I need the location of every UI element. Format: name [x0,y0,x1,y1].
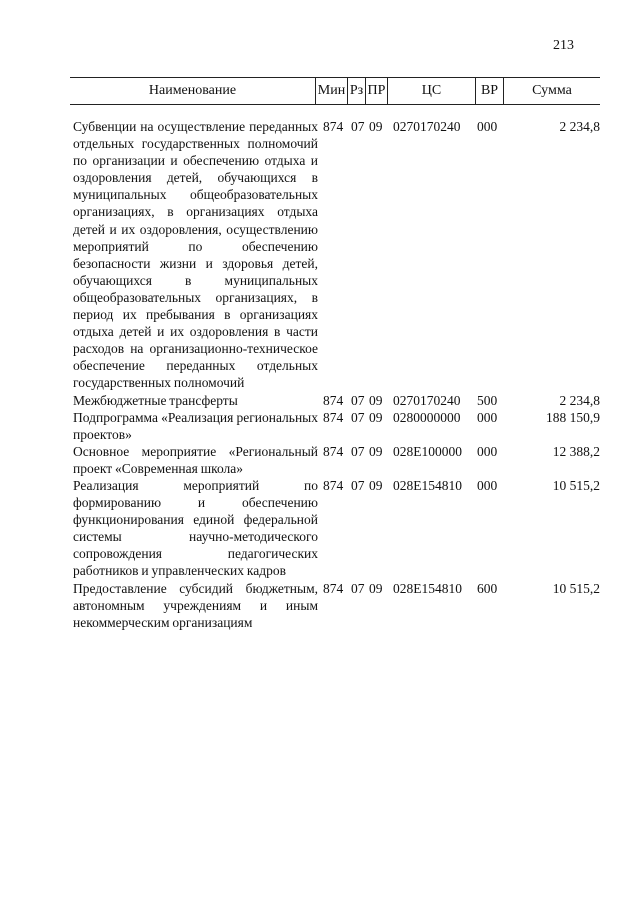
row-sum: 10 515,2 [552,477,600,493]
row-cs: 028E154810 [393,580,462,596]
row-sum: 2 234,8 [559,119,600,134]
row-cs: 0270170240 [393,392,461,408]
table-row [73,477,600,580]
header-cs: ЦС [387,78,475,104]
row-cs: 0280000000 [393,409,461,425]
table-row [73,580,600,631]
row-pr: 09 [369,580,383,596]
row-min: 874 [323,477,344,493]
row-min: 874 [323,119,344,134]
row-name: Предоставление субсидий бюджетным, автономным учреждениям и иным некоммерческим организациям [73,580,318,630]
row-name: Подпрограмма «Реализация региональных проектов» [73,409,318,442]
row-pr: 09 [369,477,383,493]
table-row [73,443,600,477]
row-rz: 07 [351,392,365,408]
row-vr: 000 [477,119,498,134]
row-sum: 12 388,2 [552,443,600,459]
row-min: 874 [323,580,344,596]
table-row [73,118,600,392]
row-pr: 09 [369,119,383,134]
table-row [73,392,600,409]
row-name: Реализация мероприятий по формированию и обеспечению функционирования единой федеральной системы научно-методического сопровождения педагогических работников и управленческих кадров [73,477,318,579]
header-min: Мин [315,78,347,104]
table-body [73,118,600,631]
row-vr: 500 [477,392,498,408]
row-name: Субвенции на осуществление переданных отдельных государственных полномочий по организации и обеспечению отдыха и оздоровления детей, обучающихся в муниципальных общеобразовательных организациях, в организациях отдыха детей и их оздоровления, осуществлению мероприятий по обеспечению безопасности жизни и здоровья детей, обучающихся в муниципальных общеобразовательных организациях, в период их пребывания в организациях отдыха детей и их оздоровления в части расходов на организационно-техническое обеспечение переданных отдельных государственных полномочий [73,119,318,391]
header-name: Наименование [148,83,237,98]
row-vr: 000 [477,409,498,425]
row-rz: 07 [351,443,365,459]
row-vr: 000 [477,443,498,459]
header-sum: Сумма [503,78,600,104]
row-pr: 09 [369,409,383,425]
page-number: 213 [553,38,574,53]
row-sum: 188 150,9 [546,409,600,425]
row-cs: 028E154810 [393,477,462,493]
row-sum: 2 234,8 [559,392,600,408]
table-header [70,77,600,105]
row-rz: 07 [351,477,365,493]
table-row [73,409,600,443]
row-name: Межбюджетные трансферты [73,392,238,408]
row-min: 874 [323,409,344,425]
row-rz: 07 [351,119,365,134]
row-rz: 07 [351,580,365,596]
row-pr: 09 [369,443,383,459]
header-rz: Рз [347,78,365,104]
row-cs: 028E100000 [393,443,462,459]
row-min: 874 [323,443,344,459]
row-vr: 600 [477,580,498,596]
row-name: Основное мероприятие «Региональный проект «Современная школа» [73,443,318,476]
row-vr: 000 [477,477,498,493]
header-pr: ПР [365,78,387,104]
row-cs: 0270170240 [393,119,461,134]
row-sum: 10 515,2 [552,580,600,596]
header-vr: ВР [475,78,503,104]
row-pr: 09 [369,392,383,408]
row-min: 874 [323,392,344,408]
row-rz: 07 [351,409,365,425]
